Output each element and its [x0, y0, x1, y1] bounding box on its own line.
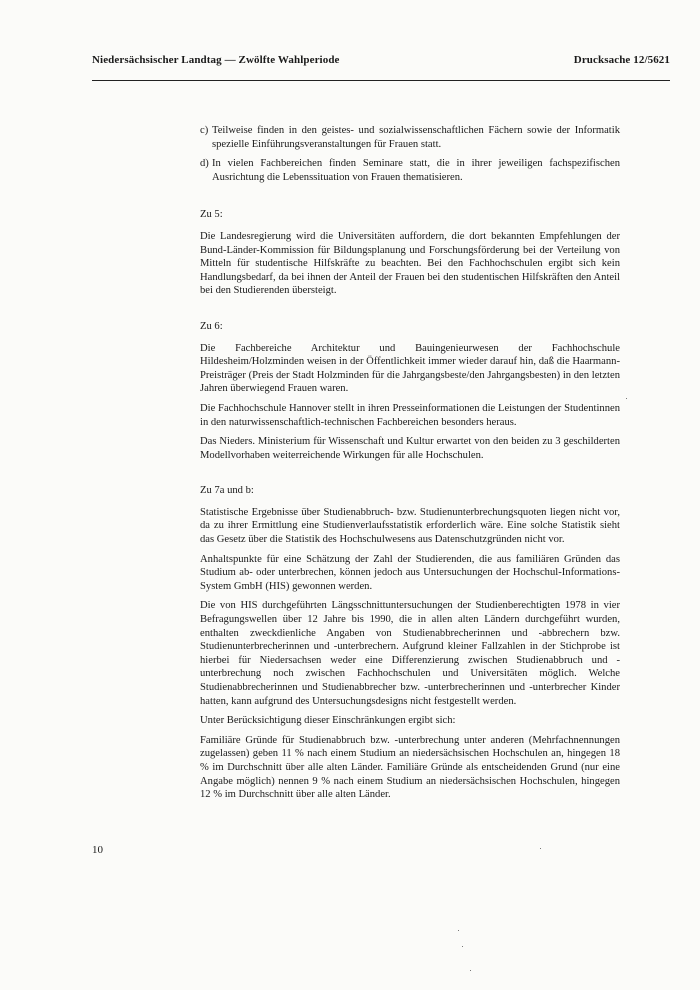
- document-body: [200, 124, 620, 808]
- section-heading: Zu 7a und b:: [200, 485, 254, 497]
- list-marker: c): [200, 125, 209, 136]
- list-item-text: In vielen Fachbereichen finden Seminare statt, die in ihrer jeweiligen fachspezifischen Ausrichtung die Lebenssituation von Frauen thematisieren.: [212, 158, 620, 183]
- paragraph: Familiäre Gründe für Studienabbruch bzw. -unterbrechung unter anderen (Mehrfachnennungen zugelassen) geben 11 % nach einem Studium an niedersächsischen Hochschulen an, hingegen 18 % im Durchschnitt über alle alten Länder. Familiäre Gründe als entscheidenden Grund (nur eine Angabe möglich) nennen 9 % nach einem Studium an niedersächsischen Hochschulen, hingegen 12 % im Durchschnitt über alle alten Länder.: [200, 734, 620, 801]
- scan-speck: [462, 946, 463, 947]
- section-heading: Zu 6:: [200, 320, 223, 332]
- document-number: Drucksache 12/5621: [573, 54, 670, 66]
- list-item-text: Teilweise finden in den geistes- und sozialwissenschaftlichen Fächern sowie der Informatik spezielle Einführungsveranstaltungen für Frauen statt.: [212, 125, 620, 150]
- section-heading: Zu 5:: [200, 209, 223, 221]
- paragraph: Anhaltspunkte für eine Schätzung der Zahl der Studierenden, die aus familiären Gründen das Studium ab- oder unterbrechen, können jedoch aus Untersuchungen der Hochschul-Informations-System GmbH (HIS) gewonnen werden.: [200, 553, 620, 592]
- paragraph: Die Fachhochschule Hannover stellt in ihren Presseinformationen die Leistungen der Studentinnen in den naturwissenschaftlich-technischen Fachbereichen besonders heraus.: [200, 402, 620, 428]
- paragraph: Unter Berücksichtigung dieser Einschränkungen ergibt sich:: [200, 715, 456, 727]
- header-title: Niedersächsischer Landtag — Zwölfte Wahlperiode: [92, 54, 340, 66]
- paragraph: Statistische Ergebnisse über Studienabbruch- bzw. Studienunterbrechungsquoten liegen nicht vor, da zu ihrer Ermittlung eine Studienverlaufsstatistik erforderlich wäre. Eine solche Statistik sieht das Gesetz über die Statistik des Hochschulwesens aus Datenschutzgründen nicht vor.: [200, 506, 620, 546]
- list-item: [200, 157, 620, 184]
- paragraph: Das Nieders. Ministerium für Wissenschaft und Kultur erwartet von den beiden zu 3 geschilderten Modellvorhaben weiterreichende Wirkungen für alle Hochschulen.: [200, 436, 620, 461]
- list-item: [200, 124, 620, 151]
- scan-speck: [626, 398, 627, 399]
- paragraph: Die Fachbereiche Architektur und Bauingenieurwesen der Fachhochschule Hildesheim/Holzminden weisen in der Öffentlichkeit immer wieder darauf hin, daß die Haarmann-Preisträger (Preis der Stadt Holzminden für die Jahrgangsbeste/den Jahrgangsbesten) in den letzten Jahren überwiegend Frauen waren.: [200, 342, 620, 395]
- paragraph: Die Landesregierung wird die Universitäten auffordern, die dort bekannten Empfehlungen der Bund-Länder-Kommission für Bildungsplanung und Forschungsförderung bei der Verteilung von Mitteln für studentische Hilfskräfte zu beachten. Bei den Fachhochschulen ergibt sich kein Handlungsbedarf, da bei ihnen der Anteil der Frauen bei den studentischen Hilfskräften den Anteil bei den Studierenden übersteigt.: [200, 230, 620, 297]
- header-rule: [92, 80, 670, 81]
- list-marker: d): [200, 158, 209, 170]
- paragraph: Die von HIS durchgeführten Längsschnittuntersuchungen der Studienberechtigten 1978 in vier Befragungswellen über 12 Jahre bis 1990, die in allen alten Ländern durchgeführt wurden, enthalten zweckdienliche Angaben von Studienabbrecherinnen und -abbrechern bzw. Studienunterbrecherinnen und -unterbrechern. Aufgrund kleiner Fallzahlen in der Stichprobe ist hierbei für Niedersachsen weder eine Differenzierung zwischen Studienabbruch und -unterbrechung noch zwischen Fachhochschulen und Universitäten möglich. Welche Studienabbrecherinnen und Studienabbrecher bzw. -unterbrecherinnen und -unterbrecher Kinder hatten, kann aufgrund des Untersuchungsdesigns nicht festgestellt werden.: [200, 600, 620, 707]
- page-number: 10: [92, 844, 103, 856]
- scan-speck: [458, 930, 459, 931]
- scan-speck: [540, 848, 541, 849]
- scan-speck: [470, 970, 471, 971]
